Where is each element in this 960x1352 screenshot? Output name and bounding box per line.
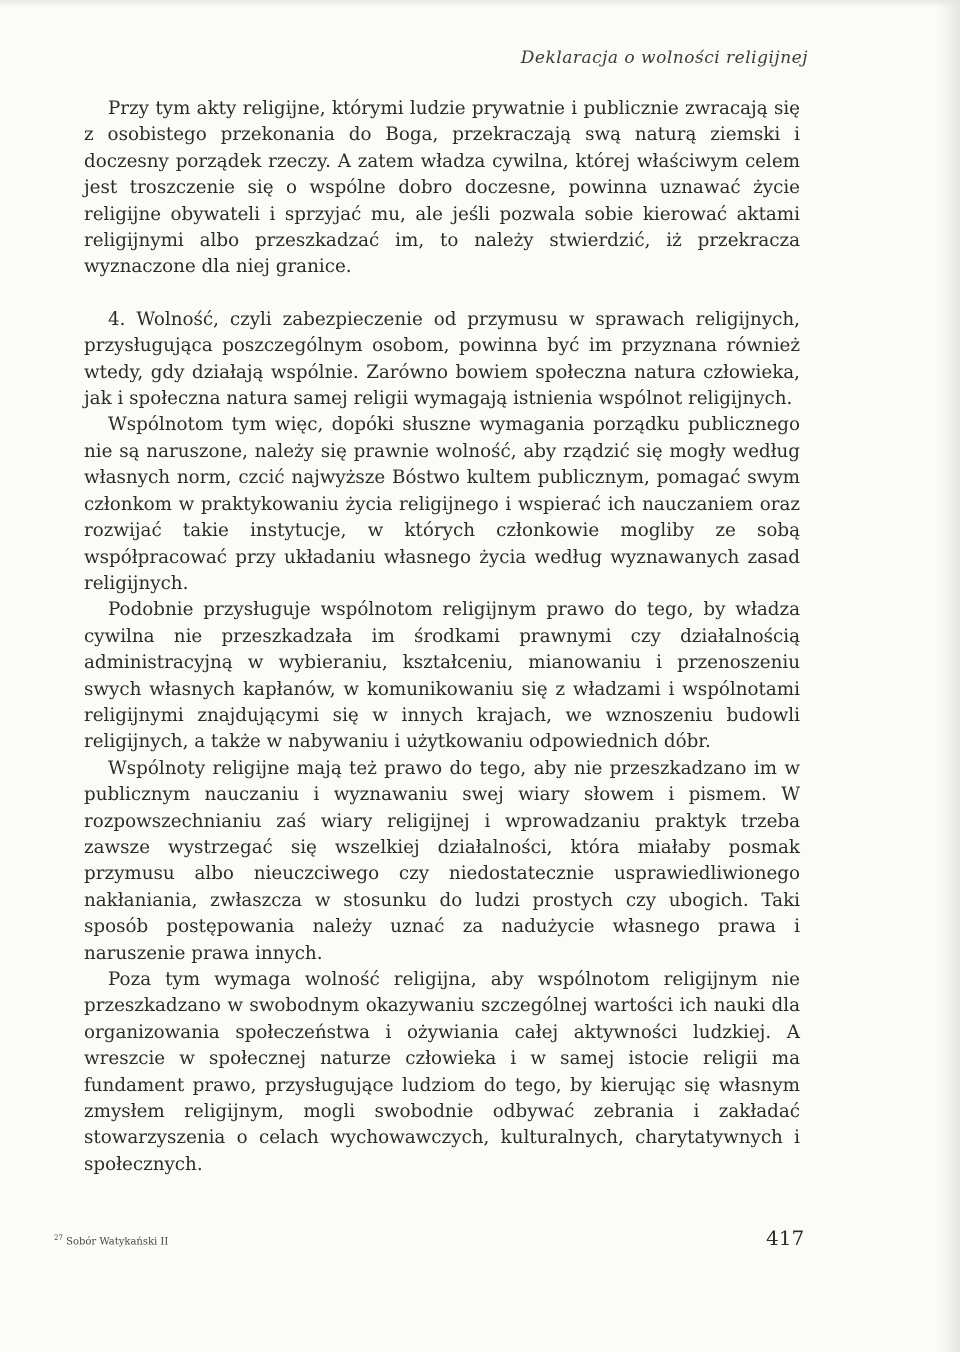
scan-edge-shadow — [0, 0, 960, 8]
paragraph: 4. Wolność, czyli zabezpieczenie od przymusu w sprawach religijnych, przysługująca poszczególnym osobom, powinna być im przyznana również wtedy, gdy działają wspólnie. Zarówno bowiem społeczna natura człowieka, jak i społeczna natura samej religii wymagają istnienia wspólnot religijnych. — [84, 308, 800, 410]
scan-edge-shadow — [938, 0, 960, 1352]
running-header: Deklaracja o wolności religijnej — [520, 48, 808, 68]
paragraph-gap — [84, 281, 800, 307]
paragraph: Przy tym akty religijne, którymi ludzie prywatnie i publicznie zwracają się z osobistego przekonania do Boga, przekraczają swą naturą ziemski i doczesny porządek rzeczy. A zatem władza cywilna, której właściwym celem jest troszczenie się o wspólne dobro doczesne, powinna uznawać życie religijne obywateli i sprzyjać mu, ale jeśli pozwala sobie kierować aktami religijnymi albo przeszkadzać im, to należy stwierdzić, iż przekracza wyznaczone dla niej granice. — [84, 98, 800, 278]
paragraph: Poza tym wymaga wolność religijna, aby wspólnotom religijnym nie przeszkadzano w swobodnym okazywaniu szczególnej wartości ich nauki dla organizowania społeczeństwa i ożywiania całej aktywności ludzkiej. A wreszcie w społecznej naturze człowieka i w samej istocie religii ma fundament prawo, przysługujące ludziom do tego, by kierując się własnym zmysłem religijnym, mogli swobodnie odbywać zebrania i zakładać stowarzyszenia o celach wychowawczych, kulturalnych, charytatywnych i społecznych. — [84, 969, 800, 1175]
paragraph: Wspólnotom tym więc, dopóki słuszne wymagania porządku publicznego nie są naruszone, należy się prawnie wolność, aby rządzić się mogły według własnych norm, czcić najwyższe Bóstwo kultem publicznym, pomagać swym członkom w praktykowaniu życia religijnego i wspierać ich nauczaniem oraz rozwijać takie instytucje, w których członkowie mogliby ze sobą współpracować przy układaniu własnego życia według wyznawanych zasad religijnych. — [84, 414, 800, 594]
signature-text: Sobór Watykański II — [66, 1236, 169, 1248]
signature-number: 27 — [54, 1234, 63, 1242]
paragraph: Podobnie przysługuje wspólnotom religijnym prawo do tego, by władza cywilna nie przeszkadzała im środkami prawnymi czy działalnością administracyjną w wybieraniu, kształceniu, mianowaniu i przenoszeniu swych własnych kapłanów, w komunikowaniu się z władzami i wspólnotami religijnymi znajdującymi się w innych krajach, we wznoszeniu budowli religijnych, a także w nabywaniu i użytkowaniu odpowiednich dóbr. — [84, 599, 800, 753]
page-number: 417 — [766, 1226, 805, 1250]
paragraph: Wspólnoty religijne mają też prawo do tego, aby nie przeszkadzano im w publicznym nauczaniu i wyznawaniu swej wiary słowem i pismem. W rozpowszechnianiu zaś wiary religijnej i wprowadzaniu praktyk trzeba zawsze wystrzegać się wszelkiej działalności, która miałaby posmak przymusu albo nieuczciwego czy niedostatecznie usprawiedliwionego nakłaniania, zwłaszcza w stosunku do ludzi prostych czy ubogich. Taki sposób postępowania należy uznać za nadużycie własnego prawa i naruszenie prawa innych. — [84, 757, 800, 964]
body-text — [84, 96, 800, 1178]
printer-signature — [54, 1234, 168, 1247]
